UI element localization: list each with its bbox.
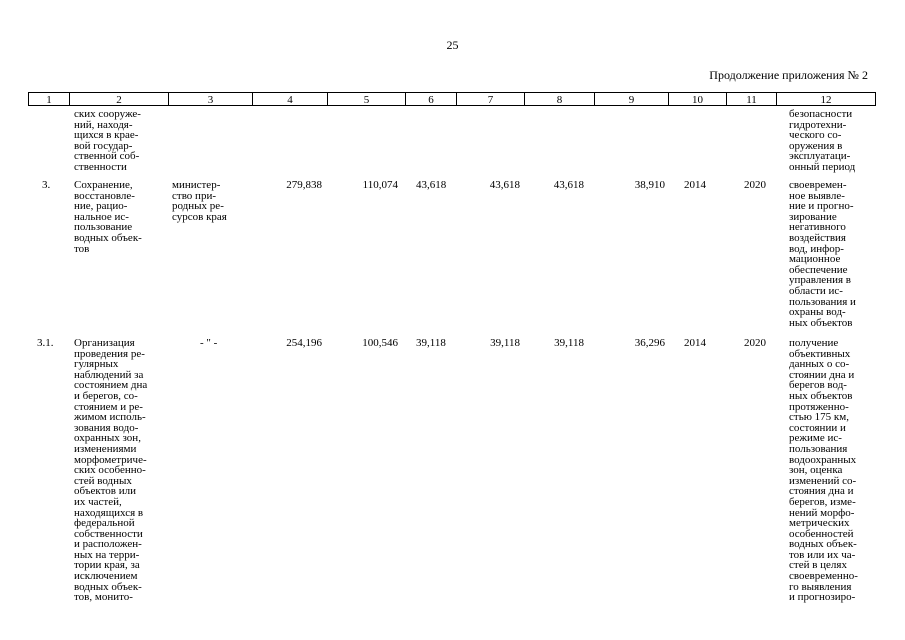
header-cell: 9 [594, 92, 668, 106]
header-cell: 6 [405, 92, 456, 106]
header-cell: 10 [668, 92, 726, 106]
measure-name-cell: Сохранение, восстановле- ние, рацио- нальное ис- пользование водных объек- тов [74, 179, 142, 255]
value-cell: 110,074 [362, 179, 398, 191]
value-cell: 39,118 [490, 337, 520, 349]
header-cell: 1 [28, 92, 69, 106]
executor-cell: - " - [200, 337, 218, 349]
header-cell: 2 [69, 92, 168, 106]
value-cell: 100,546 [362, 337, 398, 349]
end-year-cell: 2020 [744, 179, 766, 191]
header-cell: 11 [726, 92, 776, 106]
header-cell: 8 [524, 92, 594, 106]
value-cell: 39,118 [554, 337, 584, 349]
value-cell: 36,296 [634, 337, 665, 349]
row-number-cell: 3. [42, 179, 51, 191]
executor-cell: министер- ство при- родных ре- сурсов края [172, 179, 227, 223]
appendix-continuation-label: Продолжение приложения № 2 [709, 68, 868, 82]
expected-result-cell: получение объективных данных о со- стоянии дна и берегов вод- ных объектов протяженно- стью 175 км, состоянии и режиме ис- пользования водоохранных зон, оценка изменений со- стояния дна и берегов, изме- нений морфо- метрических особенностей водных объек- тов или их ча- стей в целях своевременно- го выявления и прогнозиро- [789, 337, 858, 604]
header-cell: 5 [327, 92, 405, 106]
measure-name-cell: Организация проведения ре- гулярных наблюдений за состоянием дна и берегов, со- стоянием и ре- жимом исполь- зования водо- охранных зон, изменениями морфометриче- ских особенно- стей водных объектов или их частей, находящихся в федеральной собственности и расположен- ных на терри- тории края, за исключением водных объек- тов, монито- [74, 337, 148, 604]
start-year-cell: 2014 [684, 179, 706, 191]
header-cell: 7 [456, 92, 524, 106]
row-number-cell: 3.1. [37, 337, 54, 349]
carryover-name-cell: ских сооруже- ний, находя- щихся в крае- вой государ- ственной соб- ственности [74, 108, 141, 173]
header-cell: 3 [168, 92, 252, 106]
value-cell: 43,618 [489, 179, 520, 191]
expected-result-cell: своевремен- ное выявле- ние и прогно- зирование негативного воздействия вод, инфор- мационное обеспечение управления в области ис- пользования и охраны вод- ных объектов [789, 179, 856, 329]
carryover-result-cell: безопасности гидротехни- ческого со- оружения в эксплуатаци- онный период [789, 108, 856, 173]
total-value-cell: 279,838 [286, 179, 322, 191]
end-year-cell: 2020 [744, 337, 766, 349]
value-cell: 43,618 [553, 179, 584, 191]
table-column-number-header [28, 92, 876, 107]
value-cell: 39,118 [416, 337, 446, 349]
header-cell: 4 [252, 92, 327, 106]
page-number: 25 [446, 38, 459, 52]
total-value-cell: 254,196 [286, 337, 322, 349]
start-year-cell: 2014 [684, 337, 706, 349]
header-cell: 12 [776, 92, 876, 106]
value-cell: 38,910 [634, 179, 665, 191]
value-cell: 43,618 [416, 179, 447, 191]
